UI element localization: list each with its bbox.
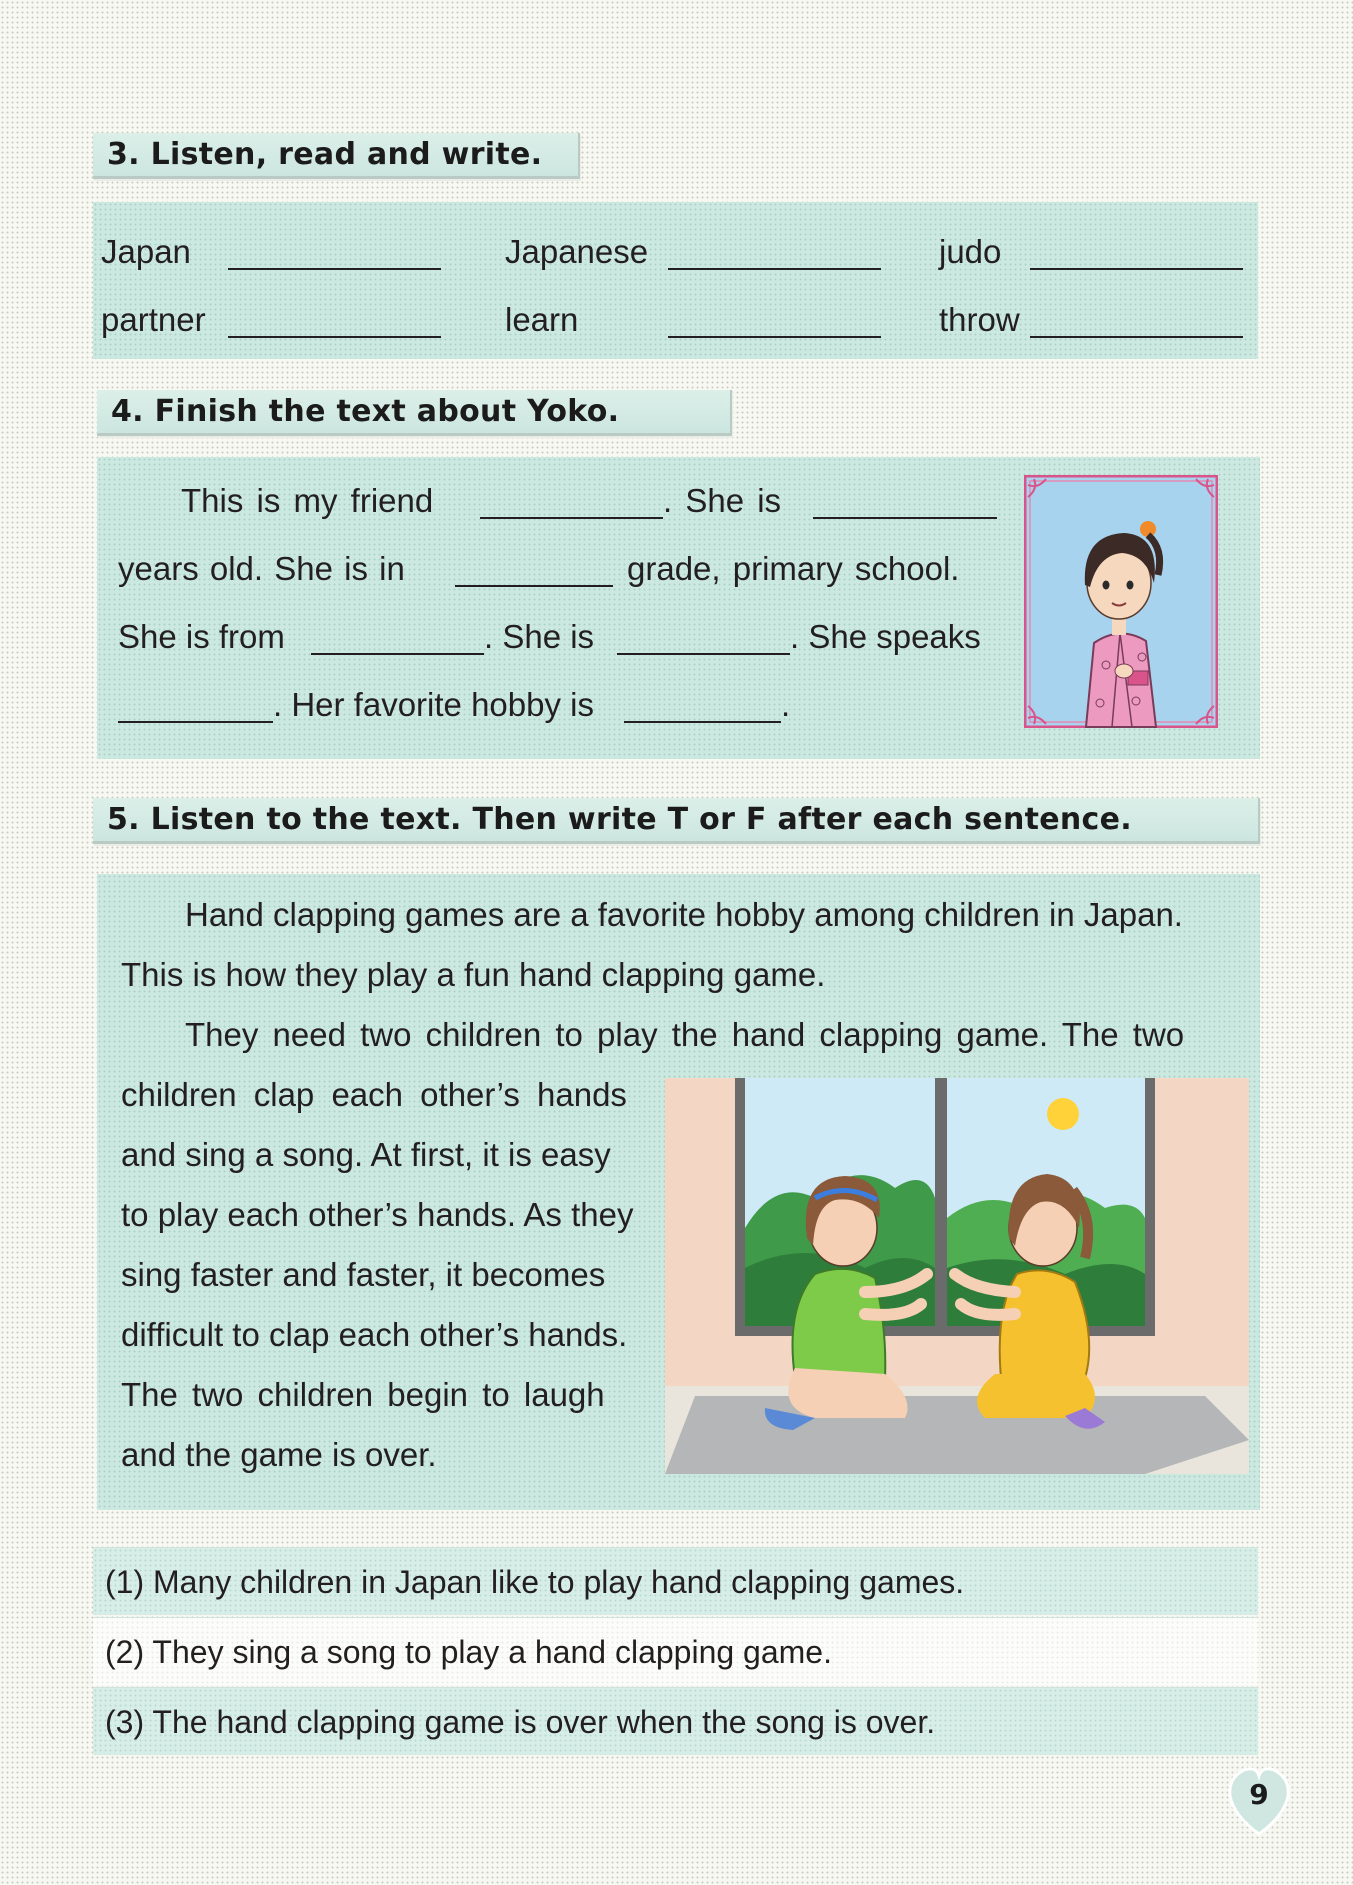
statement-1: (1) Many children in Japan like to play hand clapping games. xyxy=(93,1547,1258,1615)
yoko-text-4a: . Her favorite hobby is xyxy=(273,686,594,723)
blank-hobby[interactable] xyxy=(624,721,781,723)
blank-learn[interactable] xyxy=(668,336,881,338)
word-partner: partner xyxy=(101,301,206,338)
yoko-text-3c: . She speaks xyxy=(790,618,981,655)
blank-country[interactable] xyxy=(311,653,484,655)
blank-japan[interactable] xyxy=(228,268,441,270)
para2-line1: They need two children to play the hand clapping game. The two xyxy=(185,1016,1185,1053)
blank-nationality[interactable] xyxy=(617,653,790,655)
word-japanese: Japanese xyxy=(505,233,649,270)
word-judo: judo xyxy=(939,233,1002,270)
para1-line1: Hand clapping games are a favorite hobby among children in Japan. xyxy=(185,896,1183,933)
yoko-text-1b: . She is xyxy=(663,482,782,519)
yoko-illustration xyxy=(1024,475,1218,728)
para2-line6: difficult to clap each other’s hands. xyxy=(121,1316,628,1353)
blank-partner[interactable] xyxy=(228,336,441,338)
page-number: 9 xyxy=(1249,1778,1269,1811)
yoko-text-3b: . She is xyxy=(484,618,595,655)
yoko-text-2a: years old. She is in xyxy=(118,550,405,587)
page-number-badge xyxy=(1226,1762,1292,1836)
blank-language[interactable] xyxy=(118,721,273,723)
para2-line8: and the game is over. xyxy=(121,1436,437,1473)
word-japan: Japan xyxy=(101,233,191,270)
blank-age[interactable] xyxy=(813,517,997,519)
para1-line2: This is how they play a fun hand clapping game. xyxy=(121,956,826,993)
word-throw: throw xyxy=(939,301,1020,338)
yoko-text-4b: . xyxy=(781,686,791,723)
yoko-text-3a: She is from xyxy=(118,618,285,655)
blank-japanese[interactable] xyxy=(668,268,881,270)
para2-line2: children clap each other’s hands xyxy=(121,1076,627,1113)
blank-friend-name[interactable] xyxy=(480,517,663,519)
word-panel xyxy=(93,202,1258,359)
section-5-heading: 5. Listen to the text. Then write T or F after each sentence. xyxy=(93,798,1260,844)
reading-panel xyxy=(97,874,1260,1510)
blank-grade[interactable] xyxy=(455,585,613,587)
statement-3: (3) The hand clapping game is over when the song is over. xyxy=(93,1687,1258,1755)
yoko-text-2b: grade, primary school. xyxy=(627,550,960,587)
section-3-heading: 3. Listen, read and write. xyxy=(93,133,580,179)
blank-throw[interactable] xyxy=(1030,336,1243,338)
clapping-illustration xyxy=(665,1078,1249,1474)
statement-2: (2) They sing a song to play a hand clapping game. xyxy=(93,1617,1258,1685)
yoko-panel xyxy=(97,457,1260,759)
yoko-text-1a: This is my friend xyxy=(181,482,434,519)
para2-line3: and sing a song. At first, it is easy xyxy=(121,1136,611,1173)
para2-line7: The two children begin to laugh xyxy=(121,1376,605,1413)
section-4-heading: 4. Finish the text about Yoko. xyxy=(97,390,732,436)
para2-line4: to play each other’s hands. As they xyxy=(121,1196,634,1233)
word-learn: learn xyxy=(505,301,579,338)
blank-judo[interactable] xyxy=(1030,268,1243,270)
para2-line5: sing faster and faster, it becomes xyxy=(121,1256,606,1293)
